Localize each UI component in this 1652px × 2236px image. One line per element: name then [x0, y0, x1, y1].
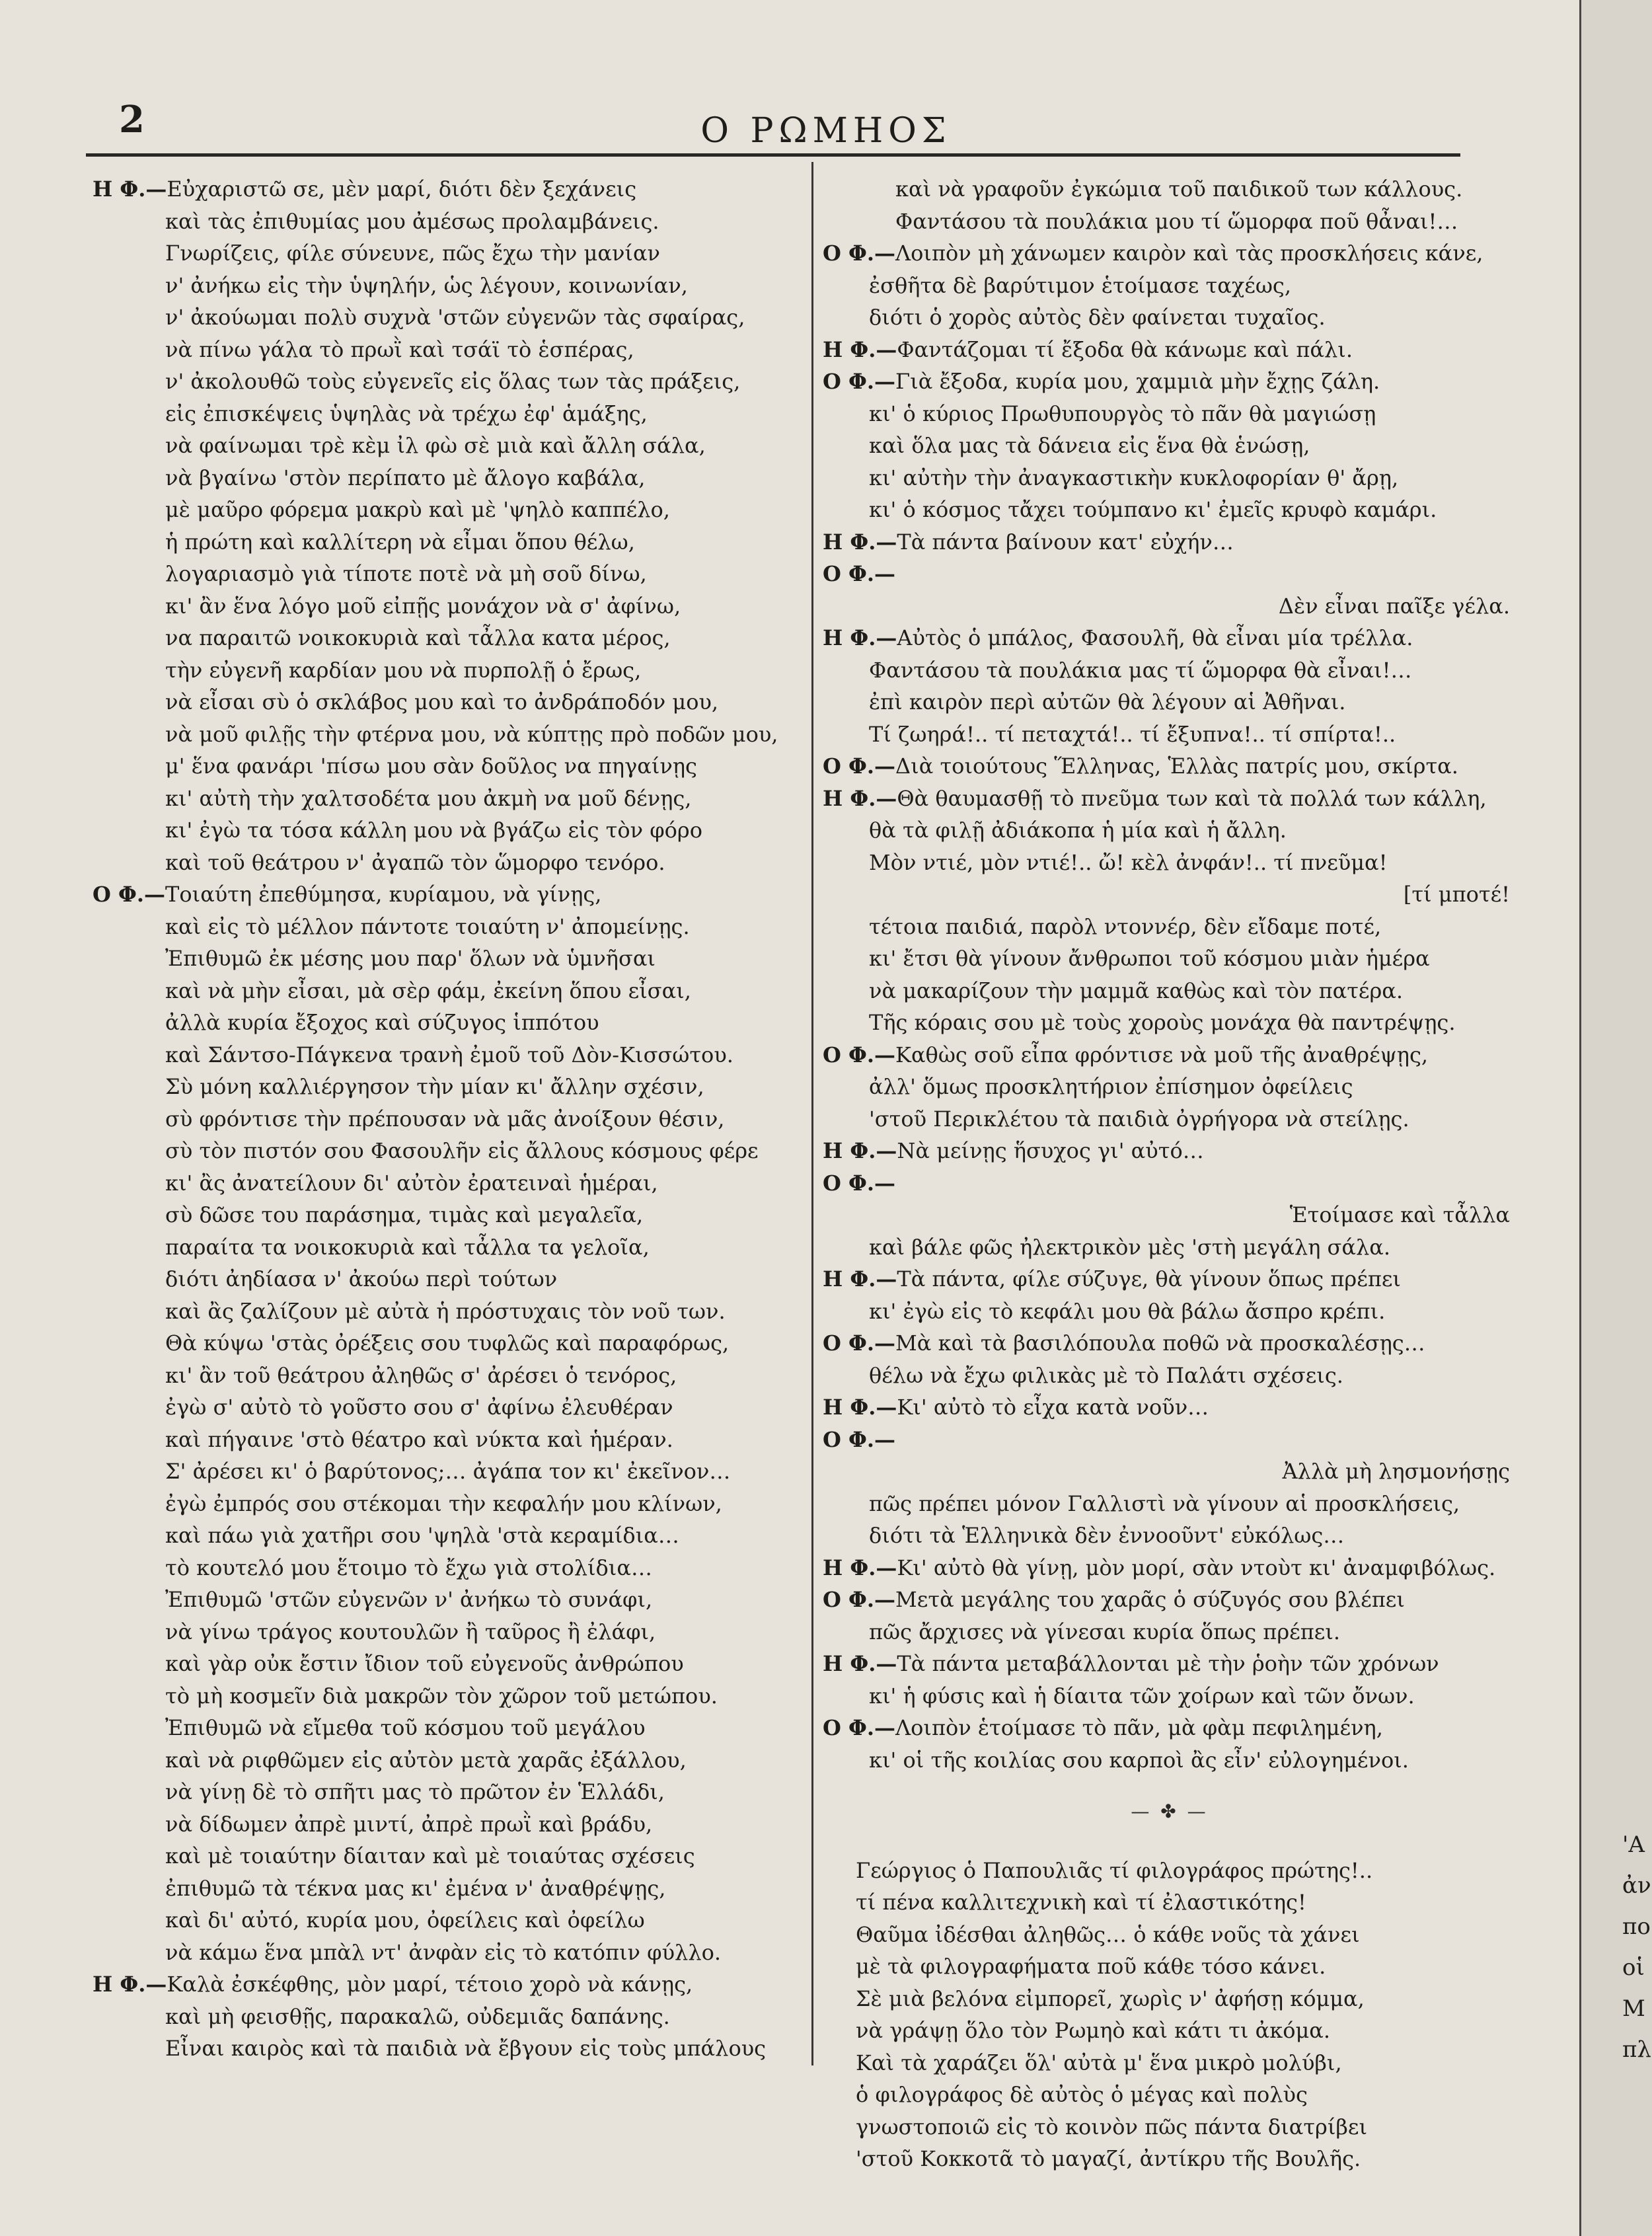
- edge-fragment: 'Α: [1622, 1831, 1645, 1858]
- dialogue-line: [93, 1231, 786, 1264]
- line-text: νὰ πίνω γάλα τὸ πρωῒ καὶ τσάϊ τὸ ἑσπέρας,: [165, 336, 634, 362]
- dialogue-line: [93, 1295, 786, 1328]
- dialogue-line: [823, 270, 1517, 302]
- dialogue-line: [93, 2001, 786, 2033]
- dialogue-line: [93, 718, 786, 751]
- dialogue-line: [93, 1007, 786, 1039]
- dialogue-line: [823, 1584, 1517, 1616]
- line-text: Φαντάζομαι τί ἔξοδα θὰ κάνωμε καὶ πάλι.: [897, 336, 1353, 362]
- dialogue-line: [823, 1552, 1517, 1584]
- dialogue-line: [823, 1327, 1517, 1360]
- poem-line: 'στοῦ Κοκκοτᾶ τὸ μαγαζί, ἀντίκρυ τῆς Βουλῆς.: [856, 2146, 1361, 2171]
- line-text: Κι' αὐτὸ τὸ εἶχα κατὰ νοῦν…: [897, 1395, 1209, 1420]
- line-text: τέτοια παιδιά, παρὸλ ντοννέρ, δὲν εἴδαμε ποτέ,: [869, 913, 1382, 939]
- dialogue-line: [823, 654, 1517, 687]
- dialogue-line: [93, 334, 786, 366]
- line-text: Γιὰ ἔξοδα, κυρία μου, χαμμιὰ μὴν ἔχῃς ζάλη.: [895, 369, 1380, 394]
- line-text: σὺ φρόντισε τὴν πρέπουσαν νὰ μᾶς ἀνοίξουν θέσιν,: [165, 1106, 725, 1132]
- dialogue-line: [93, 1199, 786, 1231]
- dialogue-line: [93, 462, 786, 494]
- line-text: Φαντάσου τὰ πουλάκια μου τί ὥμορφα ποῦ θἆναι!…: [895, 208, 1458, 234]
- line-text: θὰ τὰ φιλῇ ἀδιάκοπα ἡ μία καὶ ἡ ἄλλη.: [869, 818, 1287, 843]
- speaker-label: Η Φ.—: [823, 1138, 897, 1163]
- line-text: [τί μποτέ!: [1403, 882, 1510, 907]
- line-text: κι' ἐγὼ εἰς τὸ κεφάλι μου θὰ βάλω ἄσπρο κρέπι.: [869, 1298, 1386, 1324]
- dialogue-line: [823, 1744, 1517, 1777]
- line-text: κι' ἂν τοῦ θεάτρου ἀληθῶς σ' ἀρέσει ὁ τενόρος,: [165, 1362, 677, 1388]
- dialogue-line: [93, 1424, 786, 1456]
- dialogue-line: [93, 750, 786, 783]
- speaker-label: Ο Φ.—: [823, 753, 896, 779]
- line-text: καὶ τοῦ θεάτρου ν' ἀγαπῶ τὸν ὥμορφο τενόρο.: [165, 849, 665, 875]
- speaker-label: Ο Φ.—: [823, 1587, 896, 1612]
- speaker-label: Ο Φ.—: [823, 1330, 896, 1356]
- dialogue-line: [823, 975, 1517, 1007]
- line-text: κι' ὁ κόσμος τἄχει τούμπανο κι' ἐμεῖς κρυφὸ καμάρι.: [869, 497, 1437, 522]
- line-text: ν' ἀνήκω εἰς τὴν ὑψηλήν, ὡς λέγουν, κοινωνίαν,: [165, 272, 688, 298]
- speaker-label: Η Φ.—: [823, 625, 897, 650]
- line-text: καὶ μὴ φεισθῇς, παρακαλῶ, οὐδεμιᾶς δαπάνης.: [165, 2003, 670, 2029]
- line-text: Εὐχαριστῶ σε, μὲν μαρί, διότι δὲν ξεχάνεις: [167, 176, 637, 202]
- speaker-label: Η Φ.—: [823, 1266, 897, 1291]
- line-text: Δὲν εἶναι παῖξε γέλα.: [1278, 593, 1510, 619]
- speaker-label: Η Φ.—: [823, 1395, 897, 1420]
- speaker-label: Η Φ.—: [823, 529, 897, 555]
- dialogue-line: [823, 366, 1517, 398]
- line-text: Σὺ μόνη καλλιέργησον τὴν μίαν κι' ἄλλην σχέσιν,: [165, 1074, 704, 1099]
- dialogue-line: [93, 1455, 786, 1488]
- poem-line: μὲ τὰ φιλογραφήματα ποῦ κάθε τόσο κάνει.: [856, 1954, 1326, 1979]
- masthead-title: Ο ΡΩΜΗΟΣ: [700, 111, 952, 151]
- line-text: Καλὰ ἐσκέφθης, μὸν μαρί, τέτοιο χορὸ νὰ κάνῃς,: [167, 1972, 693, 1997]
- poem-line: Γεώργιος ὁ Παπουλιᾶς τί φιλογράφος πρώτης!..: [856, 1857, 1373, 1883]
- dialogue-line: [93, 173, 786, 206]
- dialogue-line: [93, 237, 786, 270]
- line-text: κι' αὐτὴ τὴν χαλτσοδέτα μου ἀκμὴ να μοῦ δένῃς,: [165, 785, 692, 811]
- dialogue-line: [93, 494, 786, 526]
- line-text: Μὰ καὶ τὰ βασιλόπουλα ποθῶ νὰ προσκαλέσῃς…: [895, 1330, 1425, 1356]
- dialogue-line: [93, 1488, 786, 1520]
- line-text: καὶ ὅλα μας τὰ δάνεια εἰς ἕνα θὰ ἑνώσῃ,: [869, 433, 1310, 458]
- dialogue-line: [93, 1968, 786, 2001]
- line-text: Καθὼς σοῦ εἶπα φρόντισε νὰ μοῦ τῆς ἀναθρέψῃς,: [895, 1042, 1429, 1067]
- line-text: Θὰ θαυμασθῇ τὸ πνεῦμα των καὶ τὰ πολλά των κάλλη,: [897, 785, 1487, 811]
- dialogue-line: [823, 237, 1517, 270]
- speaker-label: Ο Φ.—: [823, 241, 896, 266]
- line-text: κι' ἐγὼ τα τόσα κάλλη μου νὰ βγάζω εἰς τὸν φόρο: [165, 818, 702, 843]
- dialogue-line: [93, 847, 786, 879]
- speaker-label: Η Φ.—: [823, 336, 897, 362]
- dialogue-line: [93, 1776, 786, 1808]
- poem-block: [823, 1855, 1517, 2175]
- line-text: Τοιαύτη ἐπεθύμησα, κυρίαμου, νὰ γίνῃς,: [165, 882, 602, 907]
- left-column: [93, 173, 786, 2065]
- dialogue-line: [823, 1071, 1517, 1103]
- dialogue-line: [823, 1167, 1517, 1200]
- line-text: ν' ἀκολουθῶ τοὺς εὐγενεῖς εἰς ὅλας των τὰς πράξεις,: [165, 369, 741, 394]
- dialogue-line: [823, 686, 1517, 718]
- speaker-label: Ο Φ.—: [823, 1170, 896, 1196]
- line-text: Νὰ μείνῃς ἥσυχος γι' αὐτό…: [897, 1138, 1204, 1163]
- line-text: Ἐπιθυμῶ 'στῶν εὐγενῶν ν' ἀνήκω τὸ συνάφι,: [165, 1587, 653, 1612]
- line-text: Τῆς κόραις σου μὲ τοὺς χοροὺς μονάχα θὰ παντρέψῃς.: [869, 1010, 1456, 1035]
- dialogue-line: [93, 1680, 786, 1713]
- dialogue-line: [93, 1552, 786, 1584]
- speaker-label: Ο Φ.—: [823, 1426, 896, 1452]
- line-text: καὶ γὰρ οὐκ ἔστιν ἴδιον τοῦ εὐγενοῦς ἀνθρώπου: [165, 1651, 684, 1676]
- dialogue-line: [823, 526, 1517, 559]
- section-ornament: — ✤ —: [1131, 1800, 1209, 1822]
- line-text: Ἐπιθυμῶ ἐκ μέσης μου παρ' ὅλων νὰ ὑμνῆσαι: [165, 946, 656, 971]
- line-text: τὴν εὐγενῆ καρδίαν μου νὰ πυρπολῇ ὁ ἔρως,: [165, 657, 642, 683]
- speaker-label: Η Φ.—: [823, 785, 897, 811]
- line-text: καὶ Σάντσο-Πάγκενα τρανὴ ἐμοῦ τοῦ Δὸν-Κισσώτου.: [165, 1042, 733, 1067]
- line-text: καὶ εἰς τὸ μέλλον πάντοτε τοιαύτη ν' ἀπομείνῃς.: [165, 913, 690, 939]
- speaker-label: Η Φ.—: [93, 1972, 167, 1997]
- line-text: εἰς ἐπισκέψεις ὑψηλὰς νὰ τρέχω ἐφ' ἁμάξης,: [165, 401, 648, 426]
- line-text: κι' ἂς ἀνατείλουν δι' αὐτὸν ἐρατειναὶ ἡμέραι,: [165, 1170, 658, 1196]
- speaker-label: Ο Φ.—: [823, 1042, 896, 1067]
- dialogue-line: [93, 1039, 786, 1071]
- dialogue-line: [93, 911, 786, 943]
- dialogue-line: [93, 1584, 786, 1616]
- line-text: μὲ μαῦρο φόρεμα μακρὺ καὶ μὲ 'ψηλὸ καππέλο,: [165, 497, 670, 522]
- line-text: πῶς ἄρχισες νὰ γίνεσαι κυρία ὅπως πρέπει.: [869, 1619, 1341, 1644]
- edge-fragments: [1622, 1824, 1651, 2070]
- dialogue-line: [93, 878, 786, 911]
- dialogue-line: [823, 1135, 1517, 1167]
- line-text: καὶ πήγαινε 'στὸ θέατρο καὶ νύκτα καὶ ἡμέραν.: [165, 1426, 673, 1452]
- dialogue-line: [823, 878, 1517, 911]
- dialogue-line: [93, 1263, 786, 1295]
- line-text: καὶ τὰς ἐπιθυμίας μου ἀμέσως προλαμβάνεις.: [165, 208, 659, 234]
- dialogue-line: [823, 1231, 1517, 1264]
- dialogue-line: [93, 783, 786, 815]
- line-text: Φαντάσου τὰ πουλάκια μας τί ὥμορφα θὰ εἶναι!…: [869, 657, 1412, 683]
- poem-line: Θαῦμα ἰδέσθαι ἀληθῶς… ὁ κάθε νοῦς τὰ χάνει: [856, 1921, 1360, 1947]
- dialogue-line: [823, 847, 1517, 879]
- dialogue-line: [93, 206, 786, 238]
- line-text: ἐγὼ σ' αὐτὸ τὸ γοῦστο σου σ' ἀφίνω ἐλευθέραν: [165, 1395, 673, 1420]
- line-text: νὰ γίνω τράγος κουτουλῶν ἢ ταῦρος ἢ ἐλάφι,: [165, 1619, 656, 1644]
- line-text: θέλω νὰ ἔχω φιλικὰς μὲ τὸ Παλάτι σχέσεις.: [869, 1362, 1343, 1388]
- line-text: καὶ νὰ γραφοῦν ἐγκώμια τοῦ παιδικοῦ των κάλλους.: [895, 176, 1463, 202]
- line-text: Ἑτοίμασε καὶ τἆλλα: [1289, 1202, 1510, 1227]
- line-text: Τὰ πάντα μεταβάλλονται μὲ τὴν ῥοὴν τῶν χρόνων: [897, 1651, 1439, 1676]
- line-text: λογαριασμὸ γιὰ τίποτε ποτὲ νὰ μὴ σοῦ δίνω,: [165, 561, 647, 586]
- line-text: ἐσθῆτα δὲ βαρύτιμον ἑτοίμασε ταχέως,: [869, 272, 1292, 298]
- speaker-label: Η Φ.—: [93, 176, 167, 202]
- edge-fragment: πλ: [1622, 2036, 1651, 2063]
- line-text: Λοιπὸν μὴ χάνωμεν καιρὸν καὶ τὰς προσκλήσεις κάνε,: [895, 241, 1483, 266]
- edge-fragment: οἱ: [1622, 1954, 1645, 1981]
- line-text: νὰ βγαίνω 'στὸν περίπατο μὲ ἄλογο καβάλα,: [165, 465, 646, 490]
- line-text: 'στοῦ Περικλέτου τὰ παιδιὰ ὀγρήγορα νὰ στείλῃς.: [869, 1106, 1409, 1132]
- dialogue-line: [823, 1712, 1517, 1744]
- dialogue-line: [823, 1648, 1517, 1680]
- dialogue-line: [93, 1712, 786, 1744]
- dialogue-line: [823, 1424, 1517, 1456]
- line-text: πῶς πρέπει μόνον Γαλλιστὶ νὰ γίνουν αἱ προσκλήσεις,: [869, 1490, 1460, 1516]
- dialogue-line: [93, 1648, 786, 1680]
- line-text: Τί ζωηρά!.. τί πεταχτά!.. τί ἔξυπνα!.. τί σπίρτα!..: [869, 721, 1396, 747]
- line-text: κι' ἂν ἕνα λόγο μοῦ εἰπῇς μονάχον νὰ σ' ἀφίνω,: [165, 593, 681, 619]
- right-column: [823, 173, 1517, 2175]
- masthead-rule: [86, 153, 1460, 157]
- dialogue-line: [93, 686, 786, 718]
- page-number: 2: [119, 98, 145, 141]
- dialogue-line: [823, 462, 1517, 494]
- line-text: ἀλλὰ κυρία ἔξοχος καὶ σύζυγος ἱππότου: [165, 1010, 599, 1035]
- column-divider: [811, 162, 813, 2065]
- line-text: διότι ἀηδίασα ν' ἀκούω περὶ τούτων: [165, 1266, 558, 1291]
- line-text: κι' ἔτσι θὰ γίνουν ἄνθρωποι τοῦ κόσμου μιὰν ἡμέρα: [869, 946, 1430, 971]
- dialogue-line: [823, 1263, 1517, 1295]
- dialogue-line: [93, 1520, 786, 1552]
- line-text: καὶ πάω γιὰ χατῆρι σου 'ψηλὰ 'στὰ κεραμίδια…: [165, 1523, 679, 1548]
- line-text: καὶ ἂς ζαλίζουν μὲ αὐτὰ ἡ πρόστυχαις τὸν νοῦ των.: [165, 1298, 726, 1324]
- line-text: Λοιπὸν ἑτοίμασε τὸ πᾶν, μὰ φὰμ πεφιλημένη,: [895, 1715, 1383, 1740]
- dialogue-line: [823, 1520, 1517, 1552]
- dialogue-line: [93, 1327, 786, 1360]
- edge-fragment: Μ: [1622, 1995, 1645, 2022]
- speaker-label: Ο Φ.—: [823, 561, 896, 586]
- line-text: νὰ δίδωμεν ἀπρὲ μιντί, ἀπρὲ πρωῒ καὶ βράδυ,: [165, 1811, 653, 1837]
- line-text: νὰ εἶσαι σὺ ὁ σκλάβος μου καὶ το ἀνδράποδόν μου,: [165, 689, 719, 714]
- line-text: μ' ἕνα φανάρι 'πίσω μου σὰν δοῦλος να πηγαίνῃς: [165, 753, 697, 779]
- speaker-label: Η Φ.—: [823, 1651, 897, 1676]
- dialogue-line: [823, 783, 1517, 815]
- poem-line: νὰ γράψῃ ὅλο τὸν Ρωμηὸ καὶ κάτι τι ἀκόμα.: [856, 2018, 1331, 2043]
- dialogue-line: [93, 1616, 786, 1648]
- poem-line: τί πένα καλλιτεχνικὴ καὶ τί ἐλαστικότης!: [856, 1890, 1306, 1915]
- dialogue-line: [823, 718, 1517, 751]
- dialogue-line: [823, 590, 1517, 623]
- dialogue-line: [93, 590, 786, 623]
- dialogue-line: [93, 1872, 786, 1905]
- dialogue-line: [823, 301, 1517, 334]
- line-text: νὰ κάμω ἕνα μπὰλ ντ' ἀνφὰν εἰς τὸ κατόπιν φύλλο.: [165, 1939, 722, 1965]
- dialogue-line: [93, 1103, 786, 1136]
- line-text: τὸ μὴ κοσμεῖν διὰ μακρῶν τὸν χῶρον τοῦ μετώπου.: [165, 1683, 718, 1709]
- line-text: Ἀλλὰ μὴ λησμονήσῃς: [1282, 1459, 1510, 1484]
- line-text: σὺ δῶσε του παράσημα, τιμὰς καὶ μεγαλεῖα,: [165, 1202, 644, 1227]
- dialogue-line: [823, 814, 1517, 847]
- line-text: κι' αὐτὴν τὴν ἀναγκαστικὴν κυκλοφορίαν θ' ἄρῃ,: [869, 465, 1399, 490]
- dialogue-line: [823, 1103, 1517, 1136]
- dialogue-line: [823, 750, 1517, 783]
- dialogue-line: [93, 1135, 786, 1167]
- poem-line: Σὲ μιὰ βελόνα εἰμπορεῖ, χωρὶς ν' ἀφήσῃ κόμμα,: [856, 1985, 1365, 2011]
- line-text: ἐγὼ ἐμπρός σου στέκομαι τὴν κεφαλήν μου κλίνων,: [165, 1490, 722, 1516]
- line-text: Αὐτὸς ὁ μπάλος, Φασουλῆ, θὰ εἶναι μία τρέλλα.: [897, 625, 1413, 650]
- poem-line: Καὶ τὰ χαράζει ὅλ' αὐτὰ μ' ἕνα μικρὸ μολύβι,: [856, 2050, 1342, 2075]
- dialogue-line: [823, 558, 1517, 590]
- line-text: κι' οἱ τῆς κοιλίας σου καρποὶ ἂς εἶν' εὐλογημένοι.: [869, 1747, 1409, 1773]
- line-text: Ἐπιθυμῶ νὰ εἴμεθα τοῦ κόσμου τοῦ μεγάλου: [165, 1715, 646, 1740]
- dialogue-line: [93, 975, 786, 1007]
- line-text: ἀλλ' ὅμως προσκλητήριον ἐπίσημον ὀφείλεις: [869, 1074, 1353, 1099]
- line-text: Τὰ πάντα, φίλε σύζυγε, θὰ γίνουν ὅπως πρέπει: [897, 1266, 1401, 1291]
- line-text: Διὰ τοιούτους Ἕλληνας, Ἑλλὰς πατρίς μου, σκίρτα.: [895, 753, 1458, 779]
- dialogue-line: [93, 366, 786, 398]
- line-text: Σ' ἀρέσει κι' ὁ βαρύτονος;… ἀγάπα τον κι' ἐκεῖνον…: [165, 1459, 731, 1484]
- dialogue-line: [823, 334, 1517, 366]
- line-text: κι' ἡ φύσις καὶ ἡ δίαιτα τῶν χοίρων καὶ τῶν ὄνων.: [869, 1683, 1415, 1709]
- line-text: νὰ μακαρίζουν τὴν μαμμᾶ καθὼς καὶ τὸν πατέρα.: [869, 978, 1404, 1003]
- dialogue-line: [823, 1360, 1517, 1392]
- dialogue-line: [93, 398, 786, 430]
- dialogue-line: [93, 654, 786, 687]
- dialogue-line: [93, 558, 786, 590]
- line-text: να παραιτῶ νοικοκυριὰ καὶ τἆλλα κατα μέρος,: [165, 625, 671, 650]
- poem-line: ὁ φιλογράφος δὲ αὐτὸς ὁ μέγας καὶ πολὺς: [856, 2082, 1308, 2107]
- line-text: Θὰ κύψω 'στὰς ὀρέξεις σου τυφλῶς καὶ παραφόρως,: [165, 1330, 730, 1356]
- dialogue-line: [93, 1071, 786, 1103]
- line-text: Κι' αὐτὸ θὰ γίνῃ, μὸν μορί, σὰν ντοὺτ κι' ἀναμφιβόλως.: [897, 1555, 1496, 1580]
- dialogue-line: [823, 622, 1517, 654]
- dialogue-line: [823, 1391, 1517, 1424]
- dialogue-line: [93, 943, 786, 975]
- dialogue-line: [93, 526, 786, 559]
- dialogue-line: [93, 1167, 786, 1200]
- line-text: Γνωρίζεις, φίλε σύνευνε, πῶς ἔχω τὴν μανίαν: [165, 241, 660, 266]
- dialogue-continued: [823, 173, 1517, 1776]
- line-text: τὸ κουτελό μου ἕτοιμο τὸ ἔχω γιὰ στολίδια…: [165, 1555, 652, 1580]
- dialogue-line: [93, 1904, 786, 1937]
- dialogue-line: [93, 301, 786, 334]
- dialogue-line: [93, 1840, 786, 1872]
- speaker-label: Ο Φ.—: [823, 369, 896, 394]
- line-text: διότι ὁ χορὸς αὐτὸς δὲν φαίνεται τυχαῖος.: [869, 305, 1326, 330]
- edge-fragment: ἀν: [1622, 1872, 1651, 1899]
- dialogue-line: [823, 1680, 1517, 1713]
- dialogue-line: [823, 1199, 1517, 1231]
- dialogue-line: [823, 1616, 1517, 1648]
- speaker-label: Η Φ.—: [823, 1555, 897, 1580]
- line-text: ν' ἀκούωμαι πολὺ συχνὰ 'στῶν εὐγενῶν τὰς σφαίρας,: [165, 305, 745, 330]
- line-text: ἐπιθυμῶ τὰ τέκνα μας κι' ἐμένα ν' ἀναθρέψῃς,: [165, 1875, 666, 1901]
- line-text: νὰ γίνῃ δὲ τὸ σπῆτι μας τὸ πρῶτον ἐν Ἑλλάδι,: [165, 1779, 665, 1804]
- line-text: νὰ μοῦ φιλῇς τὴν φτέρνα μου, νὰ κύπτῃς πρὸ ποδῶν μου,: [165, 721, 778, 747]
- dialogue-line: [823, 398, 1517, 430]
- line-text: νὰ φαίνωμαι τρὲ κὲμ ἰλ φὼ σὲ μιὰ καὶ ἄλλη σάλα,: [165, 433, 706, 458]
- line-text: παραίτα τα νοικοκυριὰ καὶ τἆλλα τα γελοῖα,: [165, 1234, 650, 1260]
- poem-line: γνωστοποιῶ εἰς τὸ κοινὸν πῶς πάντα διατρίβει: [856, 2114, 1368, 2140]
- line-text: ἐπὶ καιρὸν περὶ αὐτῶν θὰ λέγουν αἱ Ἀθῆναι.: [869, 689, 1346, 714]
- dialogue-line: [823, 1455, 1517, 1488]
- line-text: καὶ δι' αὐτό, κυρία μου, ὀφείλεις καὶ ὀφείλω: [165, 1908, 645, 1933]
- dialogue-line: [823, 1039, 1517, 1071]
- line-text: καὶ νὰ ριφθῶμεν εἰς αὐτὸν μετὰ χαρᾶς ἐξάλλου,: [165, 1747, 687, 1773]
- line-text: Μετὰ μεγάλης του χαρᾶς ὁ σύζυγός σου βλέπει: [895, 1587, 1405, 1612]
- line-text: σὺ τὸν πιστόν σου Φασουλῆν εἰς ἄλλους κόσμους φέρε: [165, 1138, 759, 1163]
- dialogue-line: [823, 911, 1517, 943]
- dialogue-line: [823, 943, 1517, 975]
- line-text: καὶ νὰ μὴν εἶσαι, μὰ σὲρ φάμ, ἐκείνη ὅπου εἶσαι,: [165, 978, 691, 1003]
- edge-fragment: πο: [1622, 1913, 1651, 1940]
- line-text: Τὰ πάντα βαίνουν κατ' εὐχήν…: [897, 529, 1234, 555]
- line-text: καὶ μὲ τοιαύτην δίαιταν καὶ μὲ τοιαύτας σχέσεις: [165, 1843, 695, 1869]
- dialogue-line: [823, 1488, 1517, 1520]
- dialogue-line: [93, 622, 786, 654]
- dialogue-line: [93, 814, 786, 847]
- line-text: ἡ πρώτη καὶ καλλίτερη νὰ εἶμαι ὅπου θέλω,: [165, 529, 635, 555]
- line-text: διότι τὰ Ἑλληνικὰ δὲν ἐννοοῦντ' εὐκόλως…: [869, 1523, 1345, 1548]
- dialogue-line: [93, 1360, 786, 1392]
- dialogue-line: [93, 270, 786, 302]
- dialogue-line: [93, 1744, 786, 1777]
- speaker-label: Ο Φ.—: [93, 882, 166, 907]
- dialogue-line: [93, 1937, 786, 1969]
- dialogue-line: [823, 494, 1517, 526]
- dialogue-line: [823, 430, 1517, 462]
- line-text: καὶ βάλε φῶς ἠλεκτρικὸν μὲς 'στὴ μεγάλη σάλα.: [869, 1234, 1391, 1260]
- speaker-label: Ο Φ.—: [823, 1715, 896, 1740]
- dialogue-line: [93, 1391, 786, 1424]
- dialogue-line: [823, 1295, 1517, 1328]
- line-text: Εἶναι καιρὸς καὶ τὰ παιδιὰ νὰ ἔβγουν εἰς τοὺς μπάλους: [165, 2036, 767, 2061]
- dialogue-line: [823, 173, 1517, 206]
- dialogue-line: [93, 430, 786, 462]
- dialogue-line: [823, 206, 1517, 238]
- dialogue-line: [93, 1808, 786, 1841]
- line-text: Μὸν ντιέ, μὸν ντιέ!.. ὤ! κὲλ ἀνφάν!.. τί πνεῦμα!: [869, 849, 1388, 875]
- dialogue-line: [93, 2032, 786, 2065]
- line-text: κι' ὁ κύριος Πρωθυπουργὸς τὸ πᾶν θὰ μαγιώσῃ: [869, 401, 1376, 426]
- dialogue-line: [823, 1007, 1517, 1039]
